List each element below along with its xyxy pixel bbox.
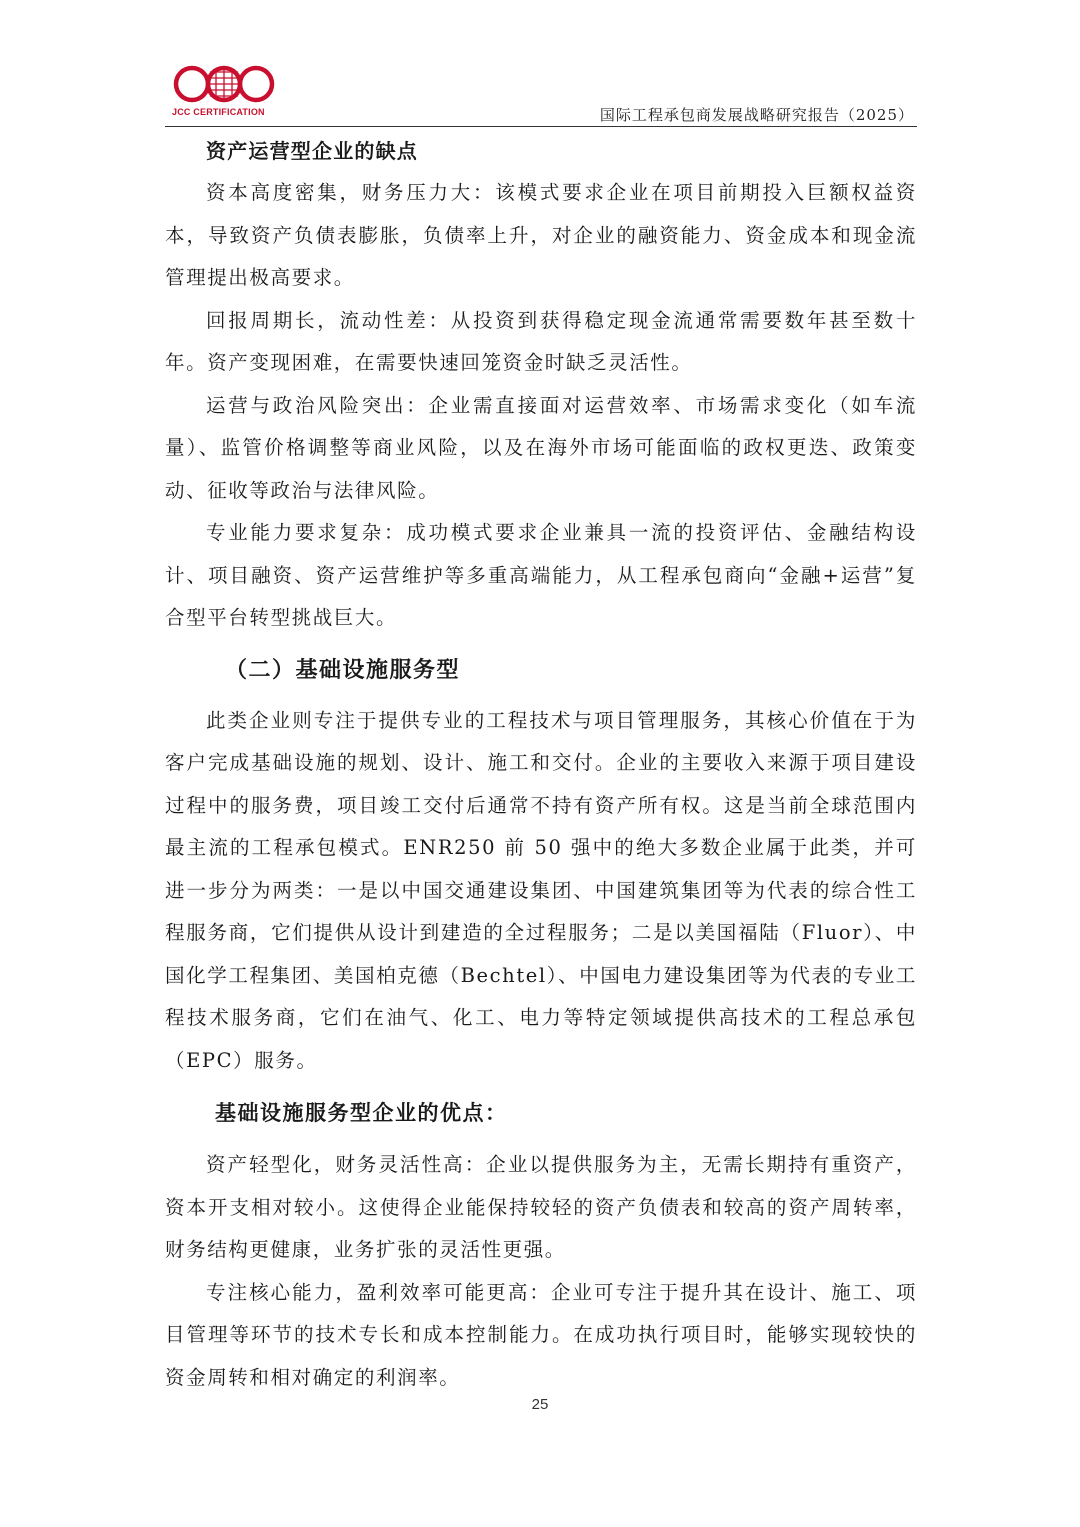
paragraph: 回报周期长，流动性差：从投资到获得稳定现金流通常需要数年甚至数十年。资产变现困难，在需要快速回笼资金时缺乏灵活性。 (165, 308, 917, 374)
subheading-infrastructure-service-advantages: 基础设施服务型企业的优点： (215, 1100, 508, 1125)
jcc-logo-icon (172, 62, 276, 108)
paragraph: 专注核心能力，盈利效率可能更高：企业可专注于提升其在设计、施工、项目管理等环节的技术专长和成本控制能力。在成功执行项目时，能够实现较快的资金周转和相对确定的利润率。 (165, 1280, 917, 1389)
paragraph: 此类企业则专注于提供专业的工程技术与项目管理服务，其核心价值在于为客户完成基础设施的规划、设计、施工和交付。企业的主要收入来源于项目建设过程中的服务费，项目竣工交付后通常不持有资产所有权。这是当前全球范围内最主流的工程承包模式。ENR250 前 50 强中的绝大多数企业属于此类，并可进一步分为两类：一是以中国交通建设集团、中国建筑集团等为代表的综合性工程服务商，它们提供从设计到建造的全过程服务；二是以美国福陆（Fluor）、中国化学工程集团、美国柏克德（Bechtel）、中国电力建设集团等为代表的专业工程技术服务商，它们在油气、化工、电力等特定领域提供高技术的工程总承包（EPC）服务。 (165, 708, 917, 1072)
paragraph: 资本高度密集，财务压力大：该模式要求企业在项目前期投入巨额权益资本，导致资产负债表膨胀，负债率上升，对企业的融资能力、资金成本和现金流管理提出极高要求。 (165, 181, 917, 289)
header-divider (165, 126, 917, 127)
paragraph: 资产轻型化，财务灵活性高：企业以提供服务为主，无需长期持有重资产，资本开支相对较小。这使得企业能保持较轻的资产负债表和较高的资产周转率，财务结构更健康，业务扩张的灵活性更强。 (165, 1153, 917, 1261)
jcc-logo (172, 62, 276, 122)
report-title: 国际工程承包商发展战略研究报告（2025） (599, 106, 914, 124)
page-body (165, 130, 917, 1399)
page-number: 25 (531, 1396, 549, 1413)
section-heading-infrastructure-service: （二）基础设施服务型 (225, 656, 461, 683)
paragraph: 运营与政治风险突出：企业需直接面对运营效率、市场需求变化（如车流量）、监管价格调整等商业风险，以及在海外市场可能面临的政权更迭、政策变动、征收等政治与法律风险。 (165, 393, 917, 502)
logo-text: JCC CERTIFICATION (172, 107, 265, 117)
subheading-asset-operation-disadvantages: 资产运营型企业的缺点 (206, 139, 418, 163)
paragraph: 专业能力要求复杂：成功模式要求企业兼具一流的投资评估、金融结构设计、项目融资、资产运营维护等多重高端能力，从工程承包商向“金融+运营”复合型平台转型挑战巨大。 (165, 521, 917, 629)
